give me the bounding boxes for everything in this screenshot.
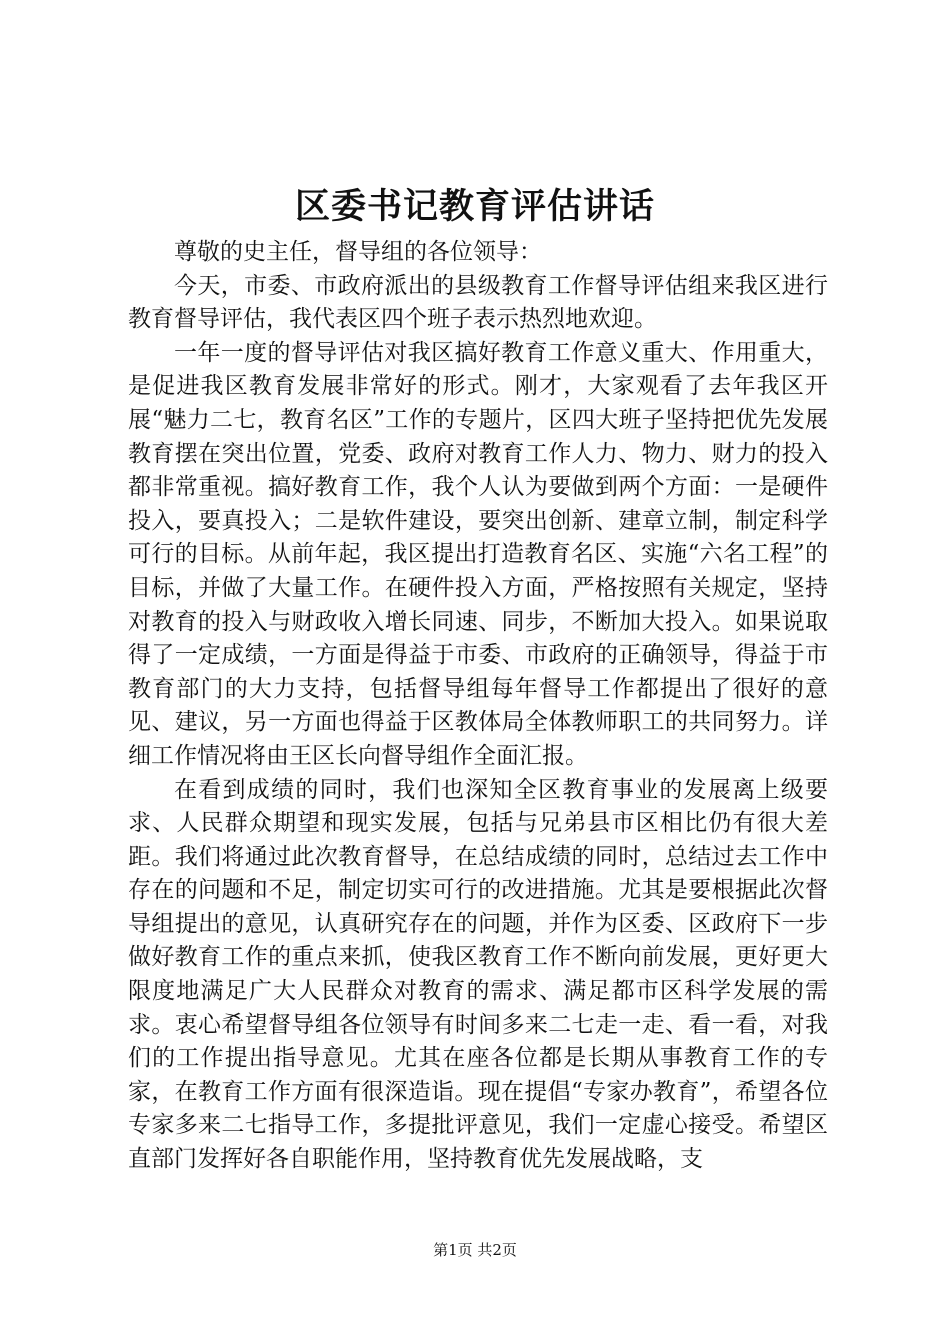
shortcomings-paragraph: 在看到成绩的同时，我们也深知全区教育事业的发展离上级要求、人民群众期望和现实发展，包括与兄弟县市区相比仍有很大差距。我们将通过此次教育督导，在总结成绩的同时，总结过去工作中存在的问题和不足，制定切实可行的改进措施。尤其是要根据此次督导组提出的意见，认真研究存在的问题，并作为区委、区政府下一步做好教育工作的重点来抓，使我区教育工作不断向前发展，更好更大限度地满足广大人民群众对教育的需求、满足都市区科学发展的需求。衷心希望督导组各位领导有时间多来二七走一走、看一看，对我们的工作提出指导意见。尤其在座各位都是长期从事教育工作的专家，在教育工作方面有很深造诣。现在提倡“专家办教育”，希望各位专家多来二七指导工作，多提批评意见，我们一定虚心接受。希望区直部门发挥好各自职能作用，坚持教育优先发展战略，支 xyxy=(128,776,828,1173)
document-body xyxy=(128,236,828,1177)
salutation-paragraph: 尊敬的史主任，督导组的各位领导： xyxy=(174,239,542,265)
welcome-paragraph: 今天，市委、市政府派出的县级教育工作督导评估组来我区进行教育督导评估，我代表区四个班子表示热烈地欢迎。 xyxy=(128,272,828,333)
page-footer: 第1页 共2页 xyxy=(433,1241,517,1259)
achievements-paragraph: 一年一度的督导评估对我区搞好教育工作意义重大、作用重大，是促进我区教育发展非常好的形式。刚才，大家观看了去年我区开展“魅力二七，教育名区”工作的专题片，区四大班子坚持把优先发展教育摆在突出位置，党委、政府对教育工作人力、物力、财力的投入都非常重视。搞好教育工作，我个人认为要做到两个方面：一是硬件投入，要真投入；二是软件建设，要突出创新、建章立制，制定科学可行的目标。从前年起，我区提出打造教育名区、实施“六名工程”的目标，并做了大量工作。在硬件投入方面，严格按照有关规定，坚持对教育的投入与财政收入增长同速、同步，不断加大投入。如果说取得了一定成绩，一方面是得益于市委、市政府的正确领导，得益于市教育部门的大力支持，包括督导组每年督导工作都提出了很好的意见、建议，另一方面也得益于区教体局全体教师职工的共同努力。详细工作情况将由王区长向督导组作全面汇报。 xyxy=(128,339,828,769)
document-title: 区委书记教育评估讲话 xyxy=(294,186,655,227)
